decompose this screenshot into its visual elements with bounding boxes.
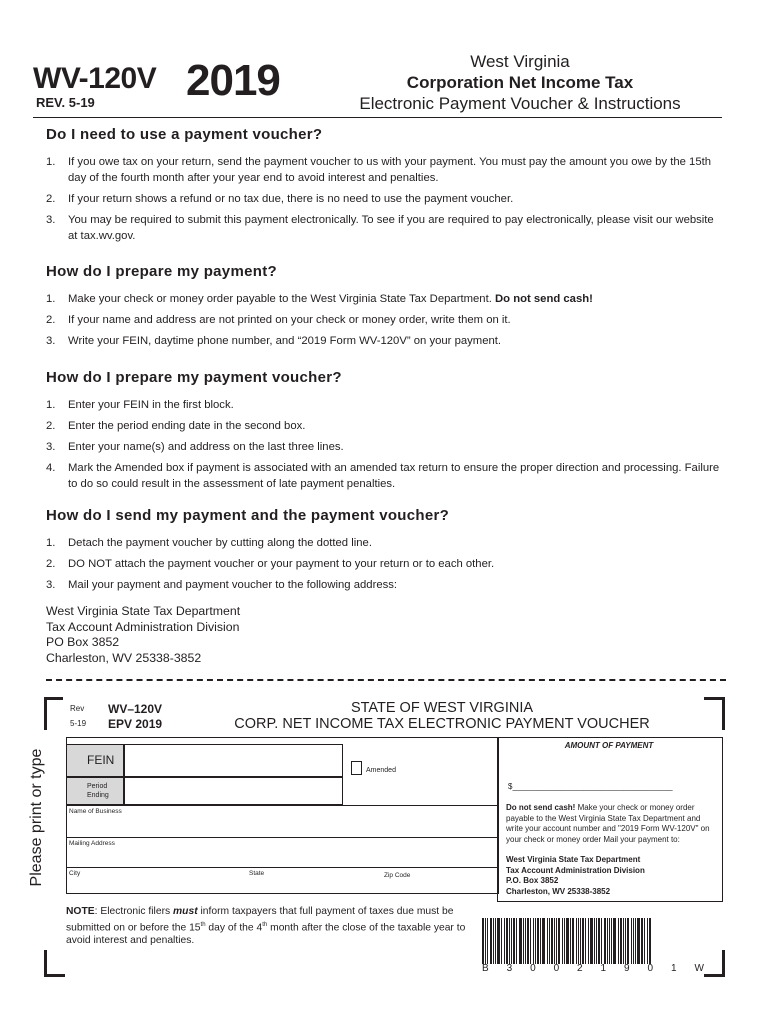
ending-label: Ending <box>87 792 109 799</box>
corner-bracket-top-right <box>704 697 725 730</box>
barcode-digit: 0 <box>647 963 654 974</box>
barcode-bar <box>542 918 545 964</box>
period-ending-input[interactable] <box>123 777 343 805</box>
address-line: PO Box 3852 <box>46 635 120 649</box>
barcode-bar <box>558 918 560 964</box>
barcode-bar <box>530 918 531 964</box>
barcode-digit: 3 <box>506 963 513 974</box>
title-tax-type: Corporation Net Income Tax <box>406 73 634 92</box>
section-heading-prepare-voucher: How do I prepare my payment voucher? <box>46 369 342 386</box>
state-input[interactable] <box>248 870 378 892</box>
barcode-bar <box>495 918 496 964</box>
barcode-bar <box>501 918 502 964</box>
list-item: 2. Enter the period ending date in the second box. <box>46 420 306 432</box>
list-item: 1. Enter your FEIN in the first block. <box>46 399 234 411</box>
mailing-address <box>46 604 240 666</box>
amended-label: Amended <box>366 767 396 774</box>
barcode-bar <box>644 918 645 964</box>
voucher-note: NOTE: Electronic filers must inform taxpayers that full payment of taxes due must be submitted on or before the 15th day of the 4th month after the close of the taxable year to avoid interest and penalties. <box>66 906 466 947</box>
list-item: 2. If your return shows a refund or no tax due, there is no need to use the payment voucher. <box>46 193 514 205</box>
zip-label: Zip Code <box>384 872 411 879</box>
barcode-bar <box>482 918 484 964</box>
barcode-bar <box>585 918 586 964</box>
section-heading-need-voucher: Do I need to use a payment voucher? <box>46 126 323 143</box>
fein-label: FEIN <box>87 753 115 767</box>
barcode-bar <box>635 918 636 964</box>
barcode-bar <box>549 918 550 964</box>
barcode-bar <box>564 918 565 964</box>
address-line: Charleston, WV 25338-3852 <box>46 650 202 665</box>
barcode-bar <box>649 918 651 964</box>
mailing-address-label: Mailing Address <box>69 840 115 847</box>
barcode-bar <box>562 918 563 964</box>
barcode-bar <box>497 918 500 964</box>
voucher-title-text: CORP. NET INCOME TAX ELECTRONIC PAYMENT VOUCHER <box>234 716 650 732</box>
section-heading-prepare-payment: How do I prepare my payment? <box>46 263 277 280</box>
barcode-bar <box>513 918 515 964</box>
city-label: City <box>69 870 81 877</box>
barcode-bar <box>485 918 486 964</box>
barcode-bar <box>623 918 624 964</box>
zip-input[interactable] <box>380 870 495 892</box>
barcode-digit: 0 <box>530 963 536 974</box>
list-item: 3. Mail your payment and payment voucher to the following address: <box>46 579 398 591</box>
barcode-bar <box>547 918 548 964</box>
business-name-label: Name of Business <box>69 808 122 815</box>
fein-label-box <box>66 744 125 777</box>
voucher-title <box>222 700 662 732</box>
barcode-bar <box>637 918 640 964</box>
list-item: 2. DO NOT attach the payment voucher or your payment to your return or to each other. <box>46 558 495 570</box>
barcode-bar <box>523 918 524 964</box>
barcode-bar <box>596 918 597 964</box>
barcode-bar <box>611 918 612 964</box>
corner-bracket-bottom-right <box>704 950 725 977</box>
corner-bracket-bottom-left <box>44 950 65 977</box>
barcode-bar <box>641 918 643 964</box>
barcode-digit: 1 <box>600 963 607 974</box>
barcode-bar <box>627 918 629 964</box>
barcode-digit: W <box>694 963 704 974</box>
barcode-bar <box>509 918 510 964</box>
barcode-bar <box>554 918 555 964</box>
section-list-need-voucher <box>46 154 726 249</box>
voucher-no-cash: Do not send cash! <box>506 803 576 812</box>
barcode-bar <box>537 918 539 964</box>
barcode-bar <box>527 918 529 964</box>
fein-input[interactable] <box>123 744 343 777</box>
voucher-epv: EPV 2019 <box>108 717 163 731</box>
barcode-bar <box>625 918 626 964</box>
please-print-label: Please print or type <box>28 748 45 887</box>
barcode-bar <box>604 918 606 964</box>
barcode-bar <box>535 918 536 964</box>
barcode-bar <box>493 918 494 964</box>
barcode-bar <box>618 918 619 964</box>
barcode-bar <box>490 918 492 964</box>
barcode-bar <box>609 918 610 964</box>
list-item: 3. Write your FEIN, daytime phone number, and “2019 Form WV-120V” on your payment. <box>46 335 502 347</box>
title-document: Electronic Payment Voucher & Instructions <box>359 94 681 113</box>
barcode-bar <box>511 918 512 964</box>
section-list-prepare-voucher <box>46 397 726 497</box>
do-not-send-cash: Do not send cash! <box>495 293 593 305</box>
section-list-send-payment <box>46 535 726 598</box>
barcode-bar <box>631 918 632 964</box>
barcode-bar <box>576 918 577 964</box>
list-item: 2. If your name and address are not printed on your check or money order, write them on it. <box>46 314 511 326</box>
barcode-bar <box>572 918 574 964</box>
barcode-bar <box>588 918 589 964</box>
list-item: 4. Mark the Amended box if payment is associated with an amended tax return to ensure the proper direction and processing. Failure to do so could result in the assessment of late payment penalties. <box>46 462 720 490</box>
barcode-bar <box>540 918 541 964</box>
barcode-bar <box>506 918 508 964</box>
address-line: West Virginia State Tax Department <box>46 604 241 618</box>
barcode-bar <box>620 918 622 964</box>
list-item: 3. Enter your name(s) and address on the last three lines. <box>46 441 344 453</box>
barcode <box>482 918 704 964</box>
barcode-bar <box>594 918 595 964</box>
city-input[interactable] <box>66 870 246 892</box>
corner-bracket-top-left <box>44 697 63 730</box>
barcode-bar <box>647 918 648 964</box>
barcode-bar <box>578 918 579 964</box>
period-label: Period <box>87 783 108 790</box>
barcode-bar <box>551 918 553 964</box>
address-line: Tax Account Administration Division <box>46 619 240 634</box>
barcode-bar <box>504 918 505 964</box>
barcode-digit: B <box>482 963 489 974</box>
barcode-bar <box>580 918 581 964</box>
barcode-bar <box>516 918 517 964</box>
barcode-bar <box>582 918 584 964</box>
barcode-digit: 9 <box>624 963 630 974</box>
barcode-bar <box>598 918 600 964</box>
voucher-state-title: STATE OF WEST VIRGINIA <box>350 700 534 716</box>
barcode-bar <box>570 918 571 964</box>
business-name-field[interactable] <box>66 805 497 838</box>
voucher-form-id: WV–120V <box>108 702 163 716</box>
barcode-bar <box>607 918 608 964</box>
barcode-bar <box>533 918 534 964</box>
voucher-rev-label: Rev <box>70 704 85 713</box>
list-item: 3. You may be required to submit this payment electronically. To see if you are required to pay electronically, please visit our website at tax.wv.gov. <box>46 214 714 242</box>
amount-input[interactable]: $____________________________________ <box>508 782 673 791</box>
barcode-bar <box>613 918 616 964</box>
header-rule <box>33 117 722 118</box>
mailing-address-field[interactable] <box>66 837 497 868</box>
section-heading-send-payment: How do I send my payment and the payment voucher? <box>46 507 450 524</box>
list-item: 1. Make your check or money order payable to the West Virginia State Tax Department. Do not send cash! <box>46 293 593 305</box>
period-label-box <box>66 777 125 805</box>
barcode-digit: 2 <box>577 963 583 974</box>
form-revision: REV. 5-19 <box>36 95 95 110</box>
list-item: 1. If you owe tax on your return, send the payment voucher to us with your payment. You must pay the amount you owe by the 15th day of the fourth month after your year end to avoid interest and penalties. <box>46 156 712 184</box>
form-id: WV-120V <box>33 62 157 95</box>
state-label: State <box>249 870 265 877</box>
barcode-digits <box>482 963 704 974</box>
barcode-bar <box>487 918 488 964</box>
barcode-bar <box>525 918 526 964</box>
barcode-bar <box>590 918 593 964</box>
section-list-prepare-payment <box>46 291 726 354</box>
cut-line[interactable] <box>46 679 726 681</box>
barcode-digit: 0 <box>553 963 560 974</box>
amount-heading: AMOUNT OF PAYMENT <box>564 741 654 750</box>
barcode-bar <box>633 918 634 964</box>
voucher-instructions: Do not send cash! Make your check or money order payable to the West Virginia State Tax Department and write your account number and "2019 Form WV-120V" on your check or money order Mail your payment to: <box>506 803 710 844</box>
title-state: West Virginia <box>470 52 570 71</box>
barcode-bar <box>519 918 522 964</box>
voucher-rev-date: 5-19 <box>70 719 87 728</box>
barcode-digit: 1 <box>670 963 677 974</box>
amended-checkbox[interactable] <box>351 761 362 775</box>
barcode-bar <box>601 918 602 964</box>
tax-year: 2019 <box>186 56 280 105</box>
barcode-bar <box>556 918 557 964</box>
barcode-bar <box>566 918 569 964</box>
voucher-remit-address: West Virginia State Tax Department Tax Account Administration Division P.O. Box 3852 Charleston, WV 25338-3852 <box>506 855 645 896</box>
list-item: 1. Detach the payment voucher by cutting along the dotted line. <box>46 537 372 549</box>
